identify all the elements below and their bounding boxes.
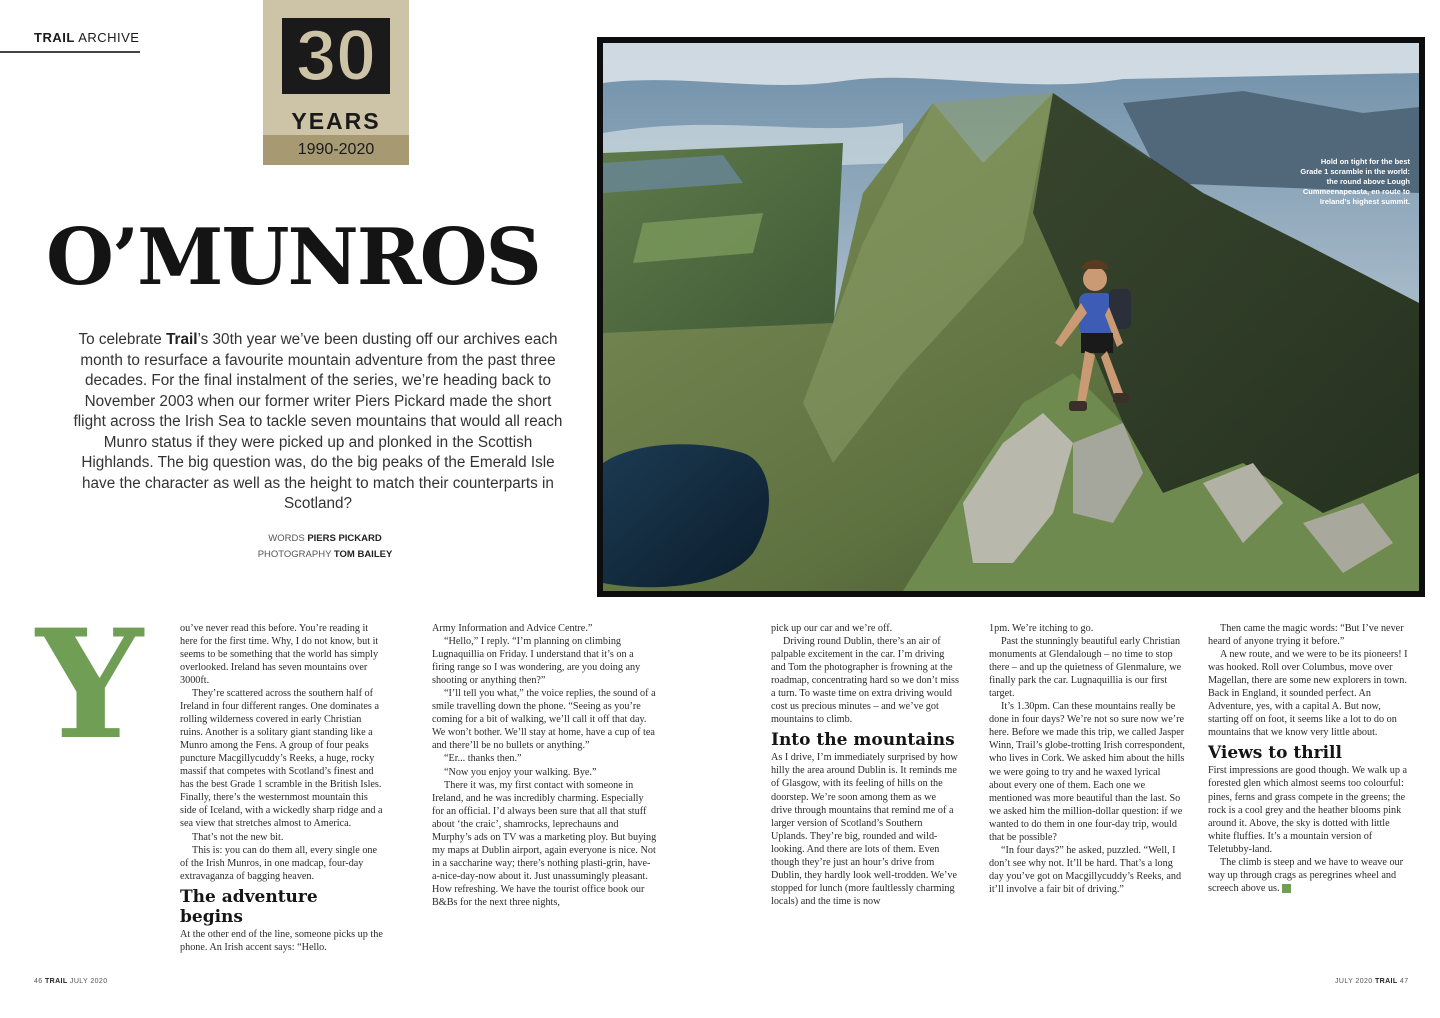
mountain-ridge-illustration xyxy=(603,43,1419,591)
body-paragraph: That’s not the new bit. xyxy=(192,831,284,843)
article-column-5 xyxy=(1208,622,1408,895)
photo-label: PHOTOGRAPHY xyxy=(257,549,332,560)
final-sentence: The climb is steep and we have to weave our way up through crags as peregrines wheel and screech above us. xyxy=(1208,856,1404,894)
subheading-into-the-mountains: Into the mountains xyxy=(771,730,955,751)
article-column-1 xyxy=(180,622,386,687)
body-paragraph: There it was, my first contact with someone in Ireland, and he was incredibly charming. Especially for an official. I’d always been sure that all that stuff about ‘the craic’, shamrocks, leprechauns and Murphy’s ads on TV was a marketing ploy. But buying my maps at Dublin airport, again everyone is nice. Not in a saccharine way; there’s nothing plasti-grin, have-a-nice-day-now about it. Just unassumingly pleasant. How refreshing. We have the tourist office book our B&Bs for the next three nights, xyxy=(432,779,657,908)
section-tag-label: ARCHIVE xyxy=(78,30,140,45)
body-paragraph xyxy=(1208,856,1408,895)
photo-name: TOM BAILEY xyxy=(333,549,393,560)
hero-photo xyxy=(597,37,1425,597)
body-paragraph: This is: you can do them all, every single one of the Irish Munros, in one madcap, four-day extravaganza of bagging heaven. xyxy=(180,844,378,882)
body-paragraph: “Hello,” I reply. “I’m planning on climbing Lugnaquillia on Friday. I understand that it’s on a firing range so I was wondering, are you doing any shooting or anything then?” xyxy=(432,636,641,687)
end-of-page-arrow-icon: ▶ xyxy=(1282,884,1291,893)
body-paragraph: Past the stunningly beautiful early Christian monuments at Glendalough – no time to stop there – and up the quietness of Glenmalure, we finally park the car. Lugnaquillia is our first target. xyxy=(989,636,1182,700)
body-paragraph: Then came the magic words: “But I’ve never heard of anyone trying it before.” xyxy=(1208,623,1404,648)
body-paragraph: Army Information and Advice Centre.” xyxy=(432,623,593,634)
subheading-views-to-thrill: Views to thrill xyxy=(1208,743,1342,764)
intro-text-rest: ’s 30th year we’ve been dusting off our archives each month to resurface a favourite mountain adventure from the past three decades. For the final instalment of the series, we’re heading back to November 2003 when our former writer Piers Pickard made the short flight across the Irish Sea to tackle seven mountains that would all reach Munro status if they were picked up and plonked in the Scottish Highlands. The big question was, do the big peaks of the Emerald Isle have the character as well as the height to match their counterparts in Scotland? xyxy=(73,331,563,512)
article-column-4 xyxy=(989,622,1185,896)
section-tag xyxy=(34,30,139,45)
section-tag-brand: TRAIL xyxy=(34,30,75,45)
badge-number-box xyxy=(282,18,390,94)
body-paragraph: It’s 1.30pm. Can these mountains really be done in four days? We’re not so sure now we’re here. Before we made this trip, we called Jasper Winn, Trail’s globe-trotting Irish correspondent, who lives in Cork. We asked him about the hills we were going to try and he waxed lyrical about every one of them. Each one we mentioned was more beautiful than the last. So we asked him the million-dollar question: if we wanted to do them in one four-day trip, would that be possible? xyxy=(989,701,1185,843)
body-paragraph: ou’ve never read this before. You’re reading it here for the first time. Why, I do not know, but it seems to be something that the world has simply overlooked. Ireland has seven mountains over 3000ft. xyxy=(180,623,379,687)
folio-brand-left: TRAIL xyxy=(44,978,68,985)
body-paragraph: “In four days?” he asked, puzzled. “Well, I don’t see why not. It’ll be hard. That’s a long day you’ve got on Macgillycuddy’s Reeks, and it’ll involve a fair bit of driving.” xyxy=(989,844,1182,895)
intro-brand: Trail xyxy=(166,331,198,348)
intro-text-start: To celebrate xyxy=(78,331,167,348)
words-label: WORDS xyxy=(268,533,305,544)
body-paragraph: “Er... thanks then.” xyxy=(444,753,522,765)
folio-brand-right: TRAIL xyxy=(1374,978,1398,985)
subheading-adventure-begins: The adventure begins xyxy=(180,886,318,927)
anniversary-badge xyxy=(263,0,409,165)
article-column-3 xyxy=(771,622,959,908)
words-name: PIERS PICKARD xyxy=(307,533,382,544)
body-paragraph: A new route, and we were to be its pioneers! I was hooked. Roll over Columbus, move over Magellan, there are some new explorers in town. Back in England, it sounded perfect. An Adventure, yes, with a capital A. But now, starting off on foot, it seems like a lot to do on mountains that we know very little about. xyxy=(1208,649,1408,739)
folio-left xyxy=(34,978,108,985)
badge-number: 30 xyxy=(295,16,377,96)
body-paragraph: 1pm. We’re itching to go. xyxy=(989,623,1094,634)
badge-dates: 1990-2020 xyxy=(263,135,409,165)
folio-issue-left: JULY 2020 xyxy=(69,978,108,985)
drop-cap: Y xyxy=(36,597,144,773)
badge-years: YEARS xyxy=(291,108,381,134)
intro-standfirst xyxy=(68,330,568,515)
body-paragraph: They’re scattered across the southern half of Ireland in four different ranges. One dominates a rolling wilderness covered in early Christian ruins. Another is a solitary giant standing like a Munro among the Fens. A group of four peaks puncture Macgillycuddy’s Reeks, a huge, rocky massif that competes with Scotland’s finest and has the best Grade 1 scramble in the British Isles. Finally, there’s the westernmost mountain this side of Iceland, with a wickedly sharp ridge and a sea view that stretches almost to America. xyxy=(180,688,383,830)
page-number-left: 46 xyxy=(34,978,43,985)
body-paragraph: Driving round Dublin, there’s an air of palpable excitement in the car. I’m driving and Tom the photographer is frowning at the roadmap, concentrating hard so we don’t miss a turn. To waste time on extra driving would cost us precious minutes – and we’ve got mountains to climb. xyxy=(771,636,959,726)
body-paragraph: “I’ll tell you what,” the voice replies, the sound of a smile travelling down the phone. “Seeing as you’re coming for a bit of walking, we’ll call it off that day. We won’t bother. We’ll stay at home, have a cup of tea and there’ll be no bullets or anything.” xyxy=(432,688,656,752)
folio-issue-right: JULY 2020 xyxy=(1335,978,1373,985)
words-credit xyxy=(200,531,450,547)
article-column-2 xyxy=(432,622,658,909)
photo-credit xyxy=(200,547,450,563)
page-number-right: 47 xyxy=(1399,978,1409,985)
headline: O’MUNROS xyxy=(46,212,540,303)
body-paragraph: First impressions are good though. We walk up a forested glen which almost seems too colourful: pines, ferns and grass compete in the greens; the rock is a cool grey and the heather blooms pink around it. Above, the sky is dotted with little white fluffies. It’s a mountain version of Teletubby-land. xyxy=(1208,765,1408,855)
body-paragraph: pick up our car and we’re off. xyxy=(771,623,893,634)
article-column-1-continued xyxy=(180,687,386,954)
body-paragraph: At the other end of the line, someone picks up the phone. An Irish accent says: “Hello. xyxy=(180,928,383,953)
body-paragraph: “Now you enjoy your walking. Bye.” xyxy=(444,766,597,778)
photo-caption: Hold on tight for the best Grade 1 scramble in the world: the round above Lough Cummeenapeasta, en route to Ireland’s highest summit. xyxy=(1300,157,1410,206)
section-tag-rule xyxy=(0,51,140,53)
credits xyxy=(200,531,450,563)
body-paragraph: As I drive, I’m immediately surprised by how hilly the area around Dublin is. It reminds me of Glasgow, with its feeling of hills on the doorstep. We’re soon among them as we drive through mountains that remind me of a larger version of Scotland’s Southern Uplands. They’re big, rounded and wild-looking. And there are lots of them. Even though they’re just an hour’s drive from Dublin, they hardly look well-trodden. We’ve stopped for lunch (more faultlessly charming locals) and the time is now xyxy=(771,752,958,907)
folio-right xyxy=(1335,978,1409,985)
